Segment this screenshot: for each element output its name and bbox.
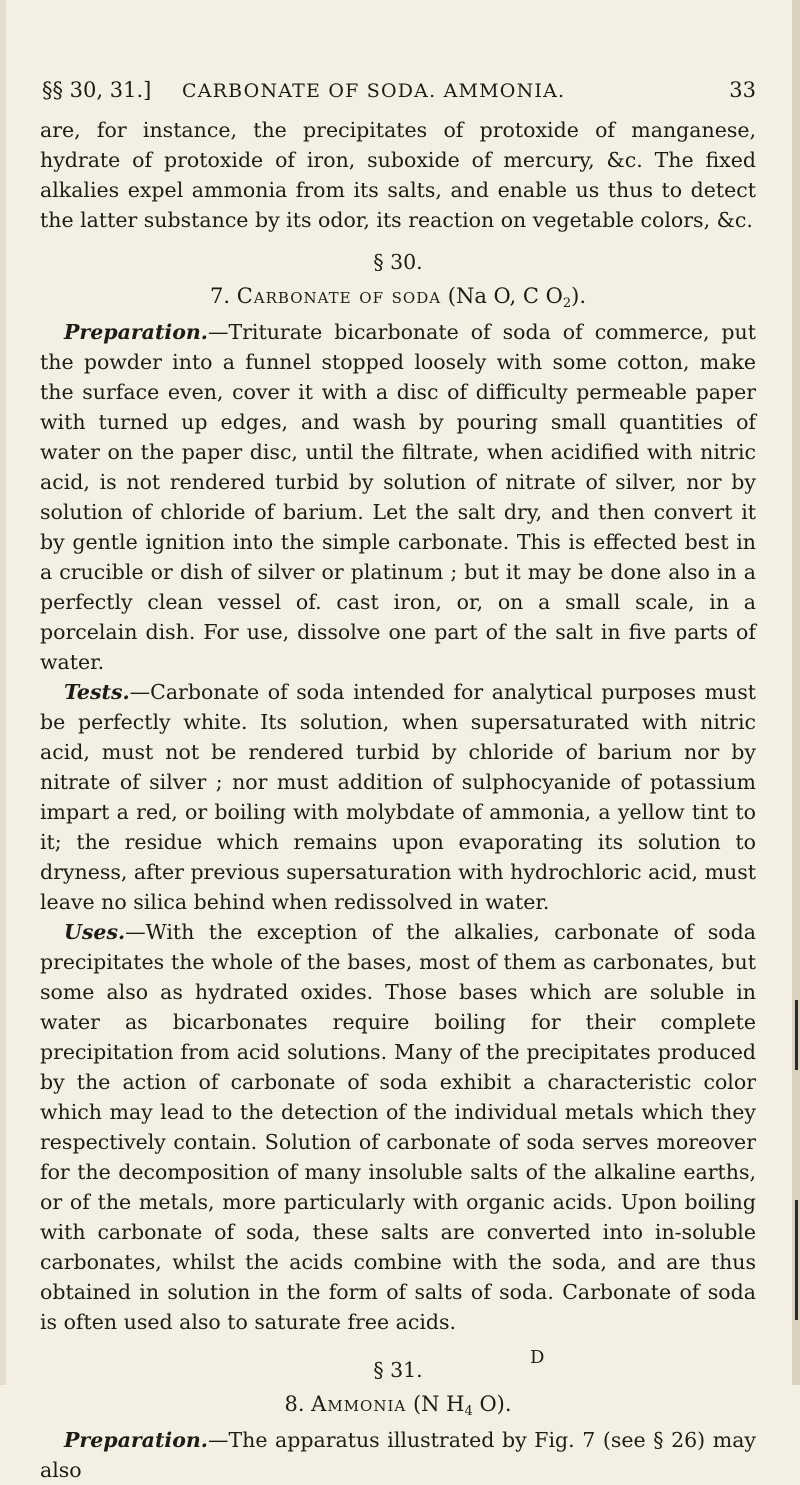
tests-label: Tests. bbox=[64, 680, 130, 704]
section-heading-31: § 31. bbox=[373, 1358, 423, 1382]
formula-part: ). bbox=[571, 284, 586, 308]
section-heading-30: § 30. bbox=[373, 250, 423, 274]
formula-part: O). bbox=[472, 1392, 512, 1416]
tests-text: —Carbonate of soda intended for analytical purposes must be perfectly white. Its solution, when supersaturated with nitric acid, must not be rendered turbid by chloride of barium nor by nitrate of silver ; nor must addition of sulphocyanide of potassium impart a red, or boiling with molybdate of ammonia, a yellow tint to it; the residue which remains upon evaporating its solution to dryness, after previous supersaturation with hydrochloric acid, must leave no silica behind when redissolved in water. bbox=[40, 680, 756, 914]
page-body bbox=[40, 115, 756, 1485]
header-title: CARBONATE OF SODA. AMMONIA. bbox=[182, 80, 566, 102]
header-section-ref: §§ 30, 31.] bbox=[42, 78, 152, 102]
formula-subscript: 4 bbox=[464, 1404, 473, 1419]
uses-paragraph bbox=[40, 917, 756, 1337]
uses-label: Uses. bbox=[64, 920, 126, 944]
title-name: Ammonia bbox=[311, 1392, 407, 1416]
uses-text: —With the exception of the alkalies, carbonate of soda precipitates the whole of the bases, most of them as carbonates, but some also as hydrated oxides. Those bases which are soluble in water as bicarbonates require boiling for their complete precipitation from acid solutions. Many of the precipitates produced by the action of carbonate of soda exhibit a characteristic color which may lead to the detection of the individual metals which they respectively contain. Solution of carbonate of soda serves moreover for the decomposition of many insoluble salts of the alkaline earths, or of the metals, more particularly with organic acids. Upon boiling with carbonate of soda, these salts are converted into in-soluble carbonates, whilst the acids combine with the soda, and are thus obtained in solution in the form of salts of soda. Carbonate of soda is often used also to saturate free acids. bbox=[40, 920, 756, 1334]
title-prefix: 8. bbox=[284, 1392, 312, 1416]
section-title-31 bbox=[40, 1389, 756, 1419]
preparation-text: —Triturate bicarbonate of soda of commerce, put the powder into a funnel stopped loosely with some cotton, make the surface even, cover it with a disc of difficulty permeable paper with turned up edges, and wash by pouring small quantities of water on the paper disc, until the filtrate, when acidified with nitric acid, is not rendered turbid by solution of nitrate of silver, nor by solution of chloride of barium. Let the salt dry, and then convert it by gentle ignition into the simple carbonate. This is effected best in a crucible or dish of silver or platinum ; but it may be done also in a perfectly clean vessel of. cast iron, or, on a small scale, in a porcelain dish. For use, dissolve one part of the salt in five parts of water. bbox=[40, 320, 756, 674]
page-edge-mark bbox=[795, 1200, 798, 1320]
title-prefix: 7. bbox=[210, 284, 237, 308]
preparation-text: —The apparatus illustrated by Fig. 7 (see § 26) may also bbox=[40, 1428, 756, 1482]
intro-paragraph: are, for instance, the precipitates of protoxide of manganese, hydrate of protoxide of iron, suboxide of mercury, &c. The fixed alkalies expel ammonia from its salts, and enable us thus to detect the latter substance by its odor, its reaction on vegetable colors, &c. bbox=[40, 118, 756, 232]
section-title-30 bbox=[40, 281, 756, 311]
page-right-edge bbox=[792, 0, 800, 1385]
page-edge-mark bbox=[795, 1000, 798, 1070]
preparation-paragraph bbox=[40, 317, 756, 677]
preparation-paragraph bbox=[40, 1425, 756, 1485]
title-name: Carbonate of soda bbox=[236, 284, 442, 308]
page-left-edge bbox=[0, 0, 6, 1385]
preparation-label: Preparation. bbox=[64, 320, 208, 344]
formula-subscript: 2 bbox=[562, 296, 572, 311]
formula-part: (Na O, C O bbox=[447, 284, 563, 308]
running-header bbox=[42, 78, 756, 106]
preparation-label: Preparation. bbox=[64, 1428, 208, 1452]
page-number: 33 bbox=[729, 78, 756, 102]
signature-mark: D bbox=[530, 1347, 545, 1368]
formula-part: (N H bbox=[412, 1392, 465, 1416]
tests-paragraph bbox=[40, 677, 756, 917]
